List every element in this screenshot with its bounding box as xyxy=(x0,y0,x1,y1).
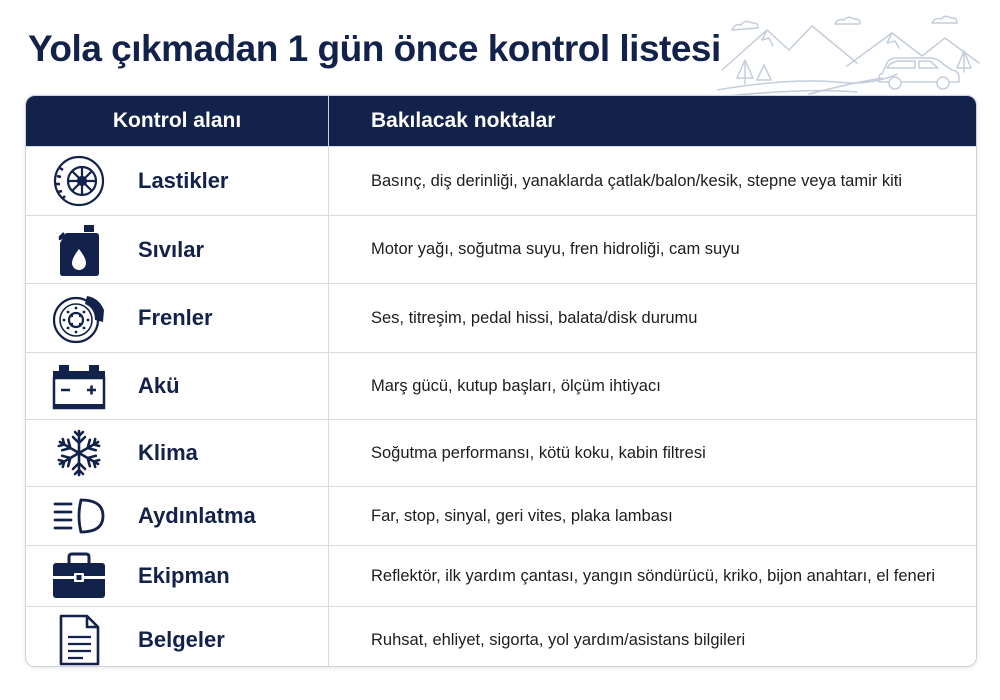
check-points-text: Reflektör, ilk yardım çantası, yangın söndürücü, kriko, bijon anahtarı, el feneri xyxy=(371,566,936,585)
table-row xyxy=(26,352,976,419)
page-title: Yola çıkmadan 1 gün önce kontrol listesi xyxy=(28,28,721,69)
checklist-table xyxy=(25,95,977,667)
header-check-points: Bakılacak noktalar xyxy=(371,109,556,132)
check-points-text: Ses, titreşim, pedal hissi, balata/disk durumu xyxy=(371,308,698,327)
battery-icon xyxy=(50,357,108,415)
document-icon xyxy=(50,611,108,667)
table-row xyxy=(26,283,976,352)
area-label: Klima xyxy=(138,440,198,465)
area-label: Sıvılar xyxy=(138,236,205,262)
check-points-text: Basınç, diş derinliği, yanaklarda çatlak/balon/kesik, stepne veya tamir kiti xyxy=(371,171,903,190)
area-label: Lastikler xyxy=(138,168,229,193)
table-row xyxy=(26,215,976,283)
area-label: Frenler xyxy=(138,305,213,330)
table-header xyxy=(26,96,976,146)
check-points-text: Motor yağı, soğutma suyu, fren hidroliği, cam suyu xyxy=(371,240,740,258)
brake-disc-icon xyxy=(50,289,108,347)
check-points-text: Marş gücü, kutup başları, ölçüm ihtiyacı xyxy=(371,376,661,395)
snowflake-icon xyxy=(50,424,108,482)
check-points-text: Ruhsat, ehliyet, sigorta, yol yardım/asistans bilgileri xyxy=(371,630,746,649)
table-row xyxy=(26,606,976,667)
toolbox-icon xyxy=(50,547,108,605)
header-control-area: Kontrol alanı xyxy=(26,96,329,146)
mountain-road-car-illustration xyxy=(717,8,982,96)
check-points-text: Far, stop, sinyal, geri vites, plaka lambası xyxy=(371,506,673,525)
area-label: Ekipman xyxy=(138,563,230,588)
tire-icon xyxy=(50,152,108,210)
area-label: Aydınlatma xyxy=(138,503,256,528)
check-points-text: Soğutma performansı, kötü koku, kabin filtresi xyxy=(371,443,706,462)
table-row xyxy=(26,419,976,486)
table-row xyxy=(26,146,976,215)
area-label: Akü xyxy=(138,373,180,398)
fluid-canister-icon xyxy=(50,221,108,279)
area-label: Belgeler xyxy=(138,627,225,652)
headlight-icon xyxy=(50,487,108,545)
table-row xyxy=(26,486,976,545)
table-row xyxy=(26,545,976,606)
